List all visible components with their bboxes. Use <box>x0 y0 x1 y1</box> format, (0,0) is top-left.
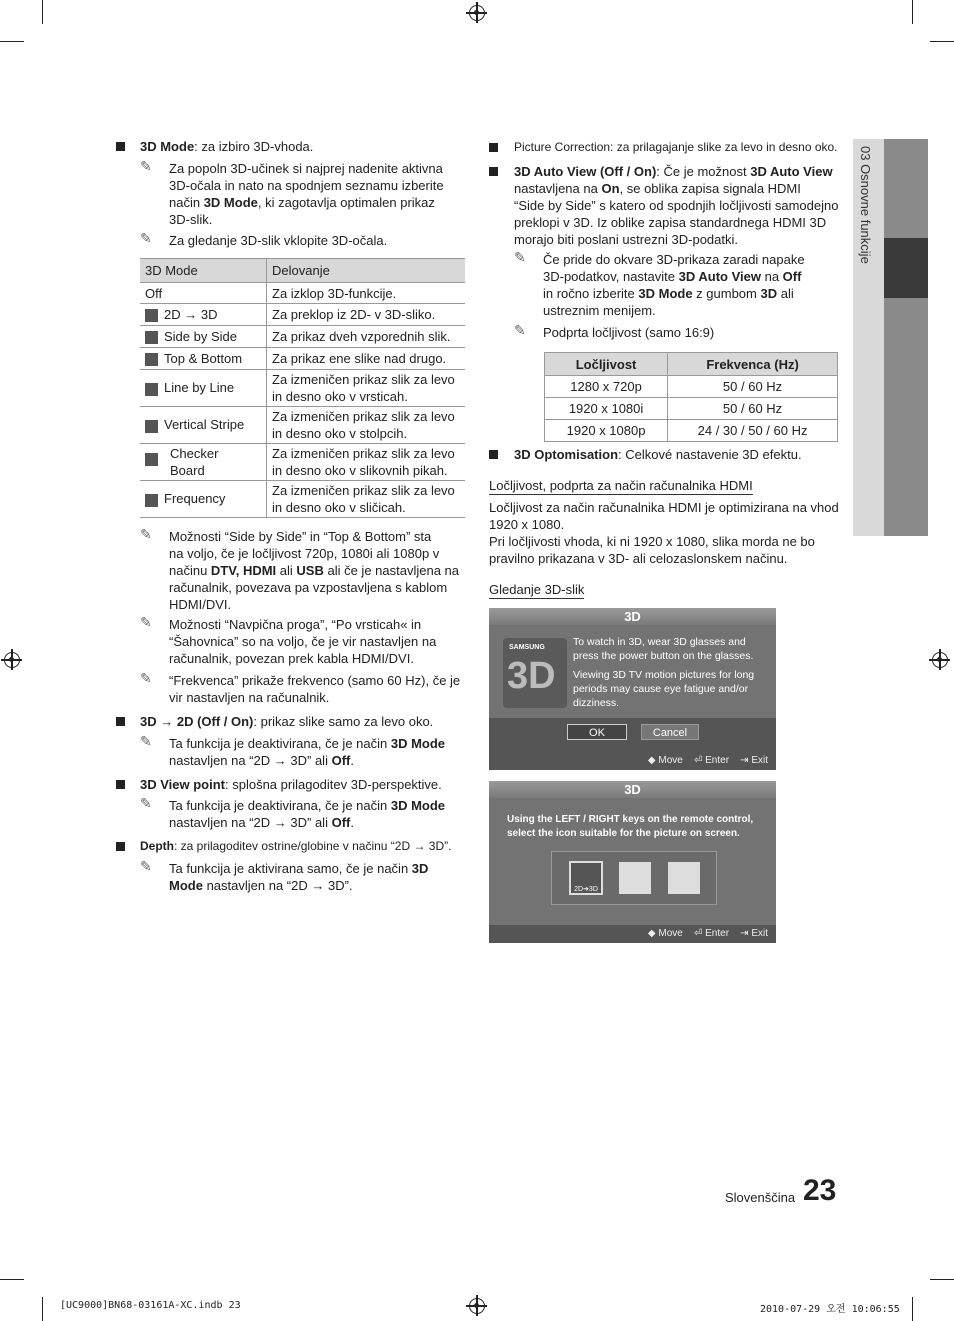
crop-mark <box>0 41 24 42</box>
mode-selector <box>551 851 717 905</box>
enter-icon: ⏎ <box>693 755 703 766</box>
note-icon: ✎ <box>140 526 152 542</box>
note-icon: ✎ <box>514 322 526 338</box>
exit-icon: ⇥ <box>740 755 749 766</box>
table-cell: Za izmeničen prikaz slik za levo in desno oko v vrsticah. <box>267 370 466 407</box>
note-text: “Frekvenca” prikaže frekvenco (samo 60 Hz), če je vir nastavljen na računalnik. <box>169 673 461 705</box>
table-cell: Za izmeničen prikaz slik za levo in desno oko v stolpcih. <box>267 407 466 444</box>
note-text: Ta funkcija je aktivirana samo, če je način 3D Mode nastavljen na “2D → 3D”. <box>169 861 429 893</box>
table-cell: 50 / 60 Hz <box>668 376 838 398</box>
note-icon: ✎ <box>140 158 152 174</box>
note-text: Če pride do okvare 3D-prikaza zaradi napake 3D-podatkov, nastavite 3D Auto View na Off in ročno izberite 3D Mode z gumbom 3D ali ustreznim menijem. <box>543 252 805 318</box>
paragraph: Ločljivost za način računalnika HDMI je optimizirana na vhod 1920 x 1080. Pri ločljivosti vhoda, ki ni 1920 x 1080, slika morda ne bo pravilno prikazana v 3D- ali celozaslonskem načinu. <box>489 500 839 566</box>
osd-message: To watch in 3D, wear 3D glasses and press the power button on the glasses. <box>573 636 754 662</box>
table-cell: Checker Board <box>140 444 267 481</box>
osd-instruction: Using the LEFT / RIGHT keys on the remote control, select the icon suitable for the picture on screen. <box>507 814 754 839</box>
table-cell: Vertical Stripe <box>140 407 267 444</box>
crop-mark <box>930 41 954 42</box>
page-number: 23 <box>803 1174 837 1207</box>
top-bottom-icon[interactable] <box>668 862 700 894</box>
crop-mark <box>912 1297 913 1321</box>
bullet-icon <box>116 717 125 726</box>
table-cell: Off <box>140 283 267 304</box>
line-by-line-icon <box>145 383 158 396</box>
bullet-icon <box>116 842 125 851</box>
note-icon: ✎ <box>140 670 152 686</box>
table-cell: Za izmeničen prikaz slik za levo in desno oko v slikovnih pikah. <box>267 444 466 481</box>
move-icon: ◆ <box>647 928 656 939</box>
crop-mark <box>930 1279 954 1280</box>
note-icon: ✎ <box>140 230 152 246</box>
osd-title: 3D <box>489 781 776 798</box>
crop-mark <box>0 1279 24 1280</box>
samsung-3d-logo-icon: SAMSUNG 3D <box>503 638 567 708</box>
note-text: Ta funkcija je deaktivirana, če je način 3D Mode nastavljen na “2D → 3D” ali Off. <box>169 798 446 830</box>
table-cell: 2D → 3D <box>140 304 267 326</box>
table-cell: Za prikaz ene slike nad drugo. <box>267 348 466 370</box>
table-header: Ločljivost <box>545 353 668 376</box>
bullet-icon <box>116 142 125 151</box>
enter-icon: ⏎ <box>693 928 703 939</box>
note-text: Za popoln 3D-učinek si najprej nadenite aktivna 3D-očala in nato na spodnjem seznamu izberite način 3D Mode, ki zagotavlja optimalen prikaz 3D-slik. <box>169 161 444 227</box>
chapter-label: 03 Osnovne funkcije <box>858 146 873 264</box>
table-cell: Za izklop 3D-funkcije. <box>267 283 466 304</box>
table-cell: Za izmeničen prikaz slik za levo in desno oko v sličicah. <box>267 481 466 518</box>
note-icon: ✎ <box>140 858 152 874</box>
item-3d-2d: 3D → 2D (Off / On): prikaz slike samo za levo oko. <box>140 714 434 729</box>
registration-mark-icon <box>4 652 20 668</box>
table-cell: 1280 x 720p <box>545 376 668 398</box>
ok-button[interactable]: OK <box>567 724 627 740</box>
move-icon: ◆ <box>647 755 656 766</box>
frequency-icon <box>145 494 158 507</box>
note-text: Možnosti “Side by Side” in “Top & Bottom” sta na voljo, če je ločljivost 720p, 1080i ali 1080p v načinu DTV, HDMI ali USB ali če je nastavljena na računalnik, povezava pa vzpostavljena s kablom HDMI/DVI. <box>169 529 460 612</box>
chapter-tab-band <box>884 139 928 536</box>
osd-title: 3D <box>489 608 776 625</box>
language-label: Slovenščina <box>725 1190 796 1205</box>
table-cell: Frequency <box>140 481 267 518</box>
note-text: Za gledanje 3D-slik vklopite 3D-očala. <box>169 233 388 248</box>
crop-mark <box>42 0 43 24</box>
item-3d-view-point: 3D View point: splošna prilagoditev 3D-perspektive. <box>140 777 442 792</box>
cancel-button[interactable]: Cancel <box>641 724 699 740</box>
item-3d-auto-view: 3D Auto View (Off / On): Če je možnost 3D Auto View nastavljena na On, se oblika zapisa signala HDMI “Side by Side” s katero od spodnjih ločljivosti samodejno preklopi v 3D. Iz oblike zapisa standardnega HDMI 3D morajo biti poslani ustrezni 3D-podatki. <box>514 164 839 247</box>
table-cell: Line by Line <box>140 370 267 407</box>
table-cell: Za prikaz dveh vzporednih slik. <box>267 326 466 348</box>
chapter-tab-marker <box>884 238 928 298</box>
table-cell: 1920 x 1080i <box>545 398 668 420</box>
section-heading: Ločljivost, podprta za način računalnika HDMI <box>489 478 753 493</box>
osd-button-bar <box>489 718 776 752</box>
side-by-side-icon <box>145 331 158 344</box>
registration-mark-icon <box>469 5 485 21</box>
side-by-side-icon[interactable] <box>619 862 651 894</box>
3d-mode-table <box>140 258 465 518</box>
item-picture-correction: Picture Correction: za prilagajanje slike za levo in desno oko. <box>514 140 838 154</box>
table-header: Delovanje <box>267 259 466 283</box>
note-text: Ta funkcija je deaktivirana, če je način 3D Mode nastavljen na “2D → 3D” ali Off. <box>169 736 446 768</box>
section-heading: Gledanje 3D-slik <box>489 582 585 597</box>
top-bottom-icon <box>145 353 158 366</box>
table-header: 3D Mode <box>140 259 267 283</box>
osd-3d-warning <box>489 608 776 770</box>
registration-mark-icon <box>469 1298 485 1314</box>
print-date: 2010-07-29 오전 10:06:55 <box>760 1304 900 1315</box>
file-info: [UC9000]BN68-03161A-XC.indb 23 <box>60 1300 241 1311</box>
exit-icon: ⇥ <box>740 928 749 939</box>
table-cell: Za preklop iz 2D- v 3D-sliko. <box>267 304 466 326</box>
registration-mark-icon <box>932 652 948 668</box>
osd-warning: Viewing 3D TV motion pictures for long periods may cause eye fatigue and/or dizziness. <box>573 669 755 709</box>
bullet-icon <box>116 780 125 789</box>
table-cell: 24 / 30 / 50 / 60 Hz <box>668 420 838 442</box>
table-cell: Top & Bottom <box>140 348 267 370</box>
note-icon: ✎ <box>140 614 152 630</box>
item-3d-optimisation: 3D Optomisation: Celkové nastavenie 3D efektu. <box>514 447 802 462</box>
item-3d-mode: 3D Mode: za izbiro 3D-vhoda. <box>140 139 314 154</box>
table-cell: Side by Side <box>140 326 267 348</box>
note-icon: ✎ <box>140 795 152 811</box>
item-depth: Depth: za prilagoditev ostrine/globine v načinu “2D → 3D”. <box>140 839 452 853</box>
mode-2d3d-icon[interactable]: 2D➔3D <box>569 861 603 895</box>
bullet-icon <box>489 167 498 176</box>
note-icon: ✎ <box>140 733 152 749</box>
crop-mark <box>912 0 913 24</box>
osd-footer: ◆ Move ⏎ Enter ⇥ Exit <box>489 752 776 770</box>
osd-3d-mode-select <box>489 781 776 943</box>
note-text: Podprta ločljivost (samo 16:9) <box>543 325 715 340</box>
vertical-stripe-icon <box>145 420 158 433</box>
osd-footer: ◆ Move ⏎ Enter ⇥ Exit <box>489 925 776 943</box>
bullet-icon <box>489 143 498 152</box>
note-text: Možnosti “Navpična proga”, “Po vrsticah« in “Šahovnica” so na voljo, če je vir nastavljen na računalnik, povezan prek kabla HDMI/DVI. <box>169 617 437 666</box>
table-cell: 50 / 60 Hz <box>668 398 838 420</box>
bullet-icon <box>489 450 498 459</box>
mode-2d3d-icon <box>145 309 158 322</box>
checker-board-icon <box>145 453 158 466</box>
resolution-table <box>544 352 838 442</box>
table-header: Frekvenca (Hz) <box>668 353 838 376</box>
table-cell: 1920 x 1080p <box>545 420 668 442</box>
crop-mark <box>42 1297 43 1321</box>
note-icon: ✎ <box>514 249 526 265</box>
